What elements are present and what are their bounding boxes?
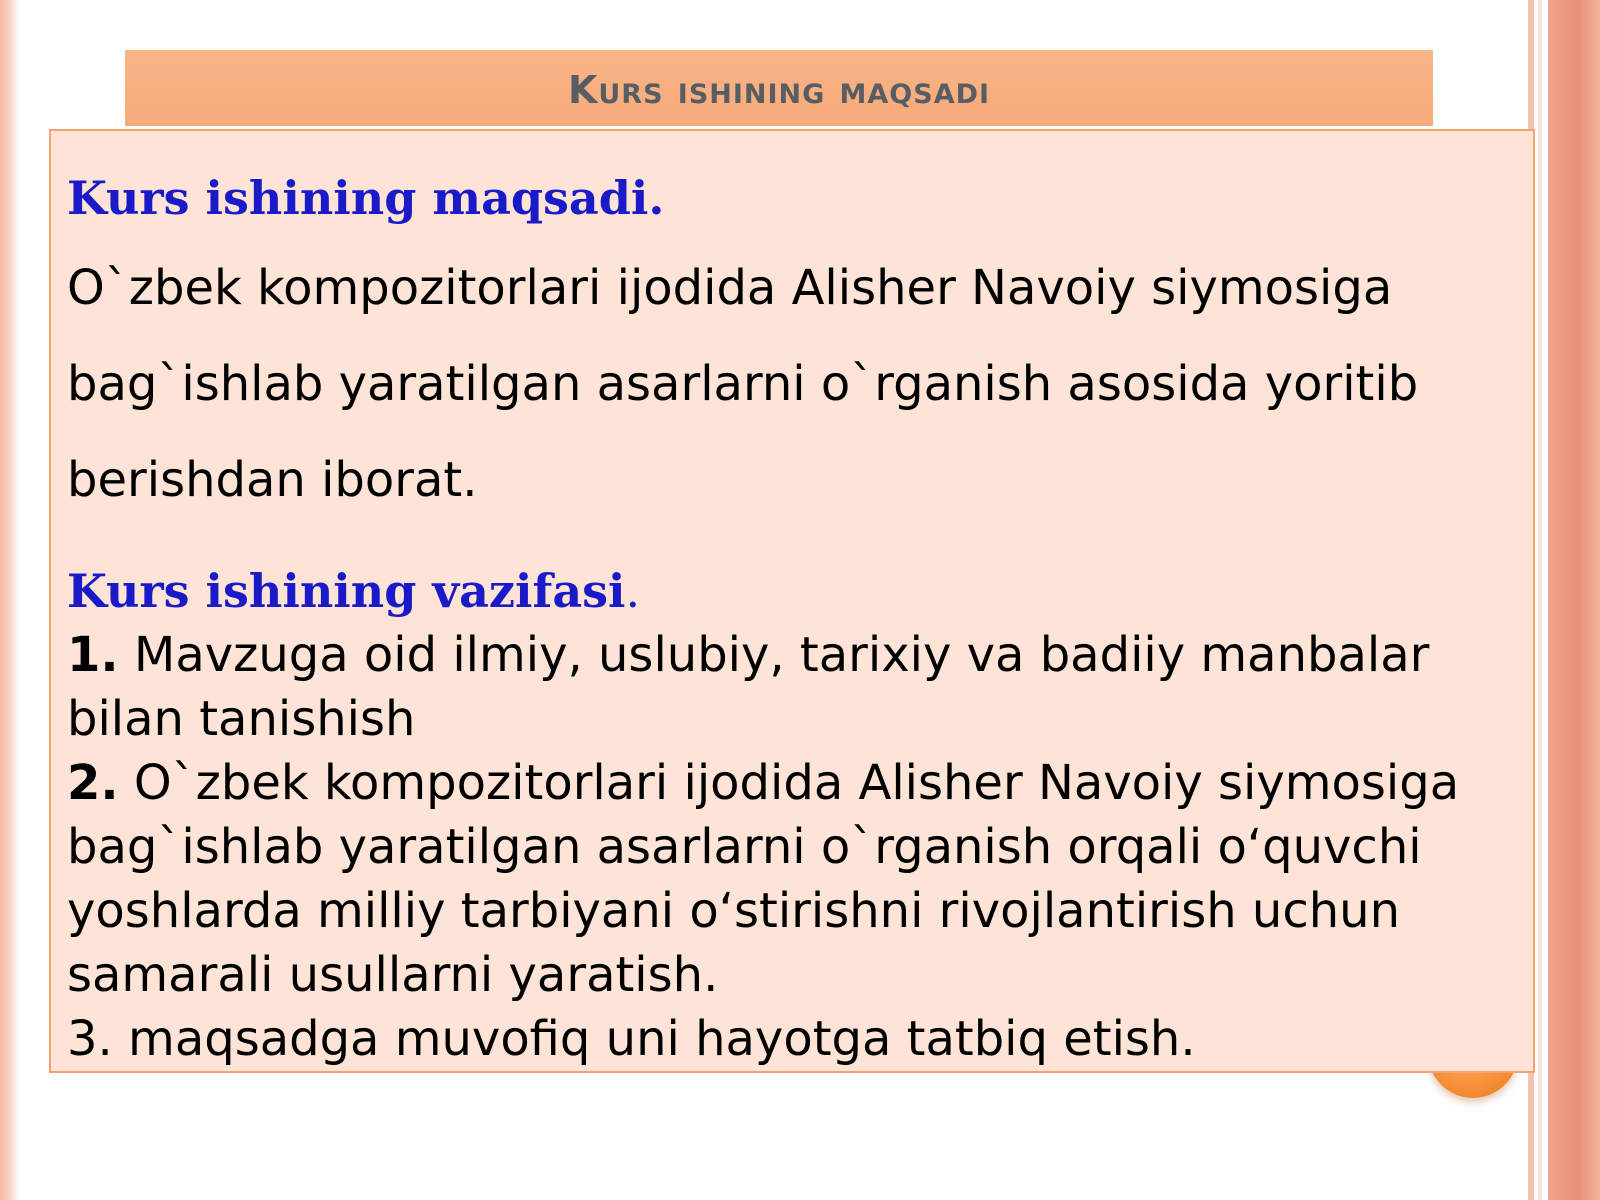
task-number: 1. [67,627,119,684]
task-number: 2. [67,755,119,812]
goal-text: O`zbek kompozitorlari ijodida Alisher Navoiy siymosiga bag`ishlab yaratilgan asarlarni o`rganish asosida yoritib berishdan iborat. [67,260,1419,509]
right-border-decoration-inner [1538,0,1542,1200]
right-border-decoration-outer [1548,0,1600,1200]
task-text: O`zbek kompozitorlari ijodida Alisher Navoiy siymosiga bag`ishlab yaratilgan asarlarni o`rganish orqali o‘quvchi yoshlarda milliy tarbiyani o‘stirishni rivojlantirish uchun samarali usullarni yaratish. [67,755,1460,1004]
goal-heading: Kurs ishining maqsadi. [67,171,665,225]
content-box [49,129,1535,1073]
left-border-decoration [0,0,20,1200]
task-text: 3. maqsadga muvofiq uni hayotga tatbiq etish. [67,1011,1196,1068]
slide-title: Kurs ishining maqsadi [567,68,991,112]
tasks-heading [67,564,1517,619]
task-text: Mavzuga oid ilmiy, uslubiy, tarixiy va badiiy manbalar bilan tanishish [67,627,1430,748]
tasks-heading-punct: . [625,564,641,619]
slide-title-bar [125,50,1433,126]
tasks-list [67,623,1517,1071]
tasks-heading-text: Kurs ishining vazifasi [67,564,626,619]
task-item-2 [67,751,1517,1007]
task-item-3 [67,1007,1517,1071]
task-item-1 [67,623,1517,751]
